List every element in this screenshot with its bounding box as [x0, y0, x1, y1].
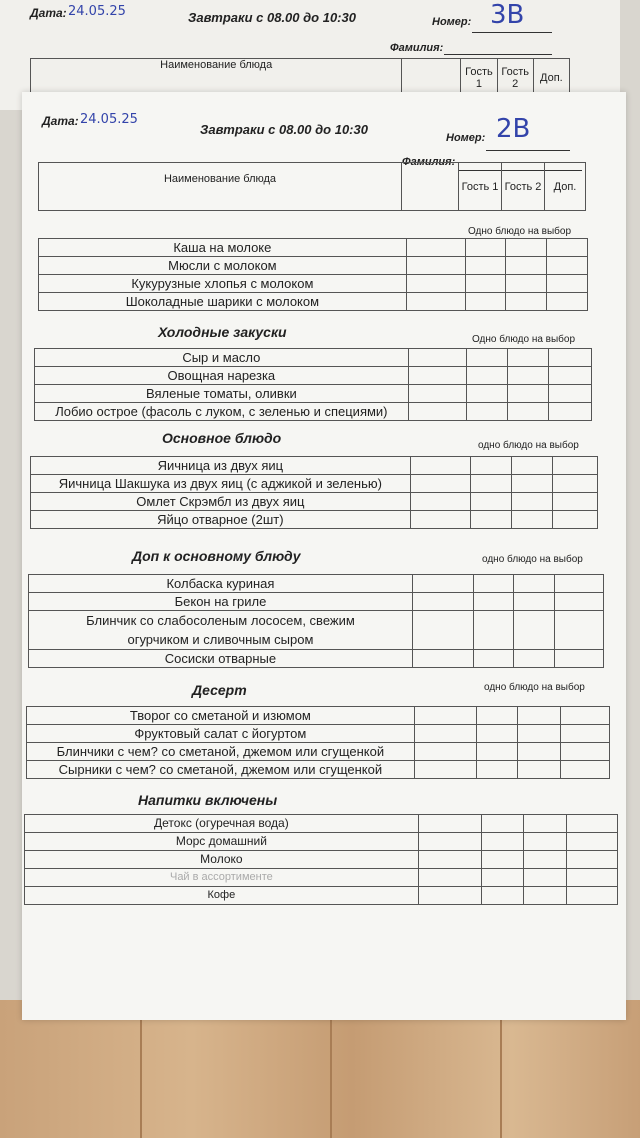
drink-name: Молоко [25, 851, 419, 869]
check-cell[interactable] [408, 349, 467, 367]
check-cell[interactable] [414, 743, 477, 761]
col-name: Наименование блюда [39, 163, 402, 211]
check-cell[interactable] [418, 815, 481, 833]
table-row [29, 650, 604, 668]
check-cell[interactable] [465, 257, 506, 275]
check-cell[interactable] [549, 349, 592, 367]
drink-name: Чай в ассортименте [25, 869, 419, 887]
check-cell[interactable] [561, 743, 610, 761]
check-cell[interactable] [549, 385, 592, 403]
cold-note: Одно блюдо на выбор [472, 334, 576, 345]
check-cell[interactable] [514, 611, 555, 650]
check-cell[interactable] [567, 815, 618, 833]
cold-table [34, 348, 592, 421]
extra-table [28, 574, 604, 668]
check-cell[interactable] [561, 725, 610, 743]
dish-name: Блинчики с чем? со сметаной, джемом или сгущенкой [27, 743, 415, 761]
dish-name: Сырники с чем? со сметаной, джемом или сгущенкой [27, 761, 415, 779]
check-cell[interactable] [514, 593, 555, 611]
dessert-title: Десерт [192, 682, 247, 698]
check-cell[interactable] [477, 725, 518, 743]
dish-name: Творог со сметаной и изюмом [27, 707, 415, 725]
check-cell[interactable] [567, 887, 618, 905]
check-cell[interactable] [561, 707, 610, 725]
date-value: 24.05.25 [80, 112, 138, 127]
main-table [30, 456, 598, 529]
check-cell[interactable] [481, 869, 524, 887]
check-cell[interactable] [508, 367, 549, 385]
back-col-guest1: Гость 1 [461, 59, 497, 97]
table-row [35, 403, 592, 421]
table-row [39, 293, 588, 311]
check-cell[interactable] [549, 403, 592, 421]
check-cell[interactable] [481, 833, 524, 851]
table-row [29, 593, 604, 611]
date-label: Дата: [42, 114, 79, 128]
check-cell[interactable] [408, 403, 467, 421]
col-guest1: Гость 1 [459, 163, 502, 211]
check-cell[interactable] [514, 575, 555, 593]
back-col-extra: Доп. [533, 59, 569, 97]
check-cell[interactable] [410, 511, 471, 529]
col-extra: Доп. [545, 163, 586, 211]
check-cell[interactable] [408, 385, 467, 403]
table-row [25, 887, 618, 905]
back-title: Завтраки с 08.00 до 10:30 [188, 10, 356, 25]
check-cell[interactable] [506, 257, 547, 275]
check-cell[interactable] [418, 851, 481, 869]
table-row [35, 367, 592, 385]
table-row [29, 575, 604, 593]
table-row [25, 833, 618, 851]
dish-name: Шоколадные шарики с молоком [39, 293, 407, 311]
dish-name: Яйцо отварное (2шт) [31, 511, 411, 529]
check-cell[interactable] [508, 349, 549, 367]
check-cell[interactable] [508, 385, 549, 403]
dish-name: Бекон на гриле [29, 593, 413, 611]
surname-label: Фамилия: [402, 156, 456, 168]
dish-name: Кукурузные хлопья с молоком [39, 275, 407, 293]
check-cell[interactable] [518, 761, 561, 779]
check-cell[interactable] [524, 833, 567, 851]
check-cell[interactable] [412, 575, 473, 593]
cold-title: Холодные закуски [158, 324, 287, 340]
extra-title: Доп к основному блюду [132, 548, 301, 564]
check-cell[interactable] [477, 761, 518, 779]
check-cell[interactable] [553, 457, 598, 475]
dish-name: Мюсли с молоком [39, 257, 407, 275]
check-cell[interactable] [408, 367, 467, 385]
number-value: 2B [496, 114, 531, 144]
check-cell[interactable] [467, 385, 508, 403]
check-cell[interactable] [410, 457, 471, 475]
check-cell[interactable] [549, 367, 592, 385]
dessert-table [26, 706, 610, 779]
dish-name: Лобио острое (фасоль с луком, с зеленью и специями) [35, 403, 409, 421]
dish-name: Каша на молоке [39, 239, 407, 257]
check-cell[interactable] [506, 293, 547, 311]
check-cell[interactable] [414, 761, 477, 779]
check-cell[interactable] [471, 511, 512, 529]
porridge-table [38, 238, 588, 311]
check-cell[interactable] [471, 475, 512, 493]
check-cell[interactable] [467, 367, 508, 385]
check-cell[interactable] [473, 575, 514, 593]
dish-name: Фруктовый салат с йогуртом [27, 725, 415, 743]
table-row [31, 475, 598, 493]
check-cell[interactable] [518, 743, 561, 761]
dessert-note: одно блюдо на выбор [484, 682, 585, 693]
check-cell[interactable] [553, 493, 598, 511]
check-cell[interactable] [506, 275, 547, 293]
check-cell[interactable] [567, 833, 618, 851]
check-cell[interactable] [547, 293, 588, 311]
table-row [27, 743, 610, 761]
check-cell[interactable] [547, 275, 588, 293]
check-cell[interactable] [481, 815, 524, 833]
table-row [31, 457, 598, 475]
check-cell[interactable] [418, 833, 481, 851]
check-cell[interactable] [481, 851, 524, 869]
table-row [27, 761, 610, 779]
dish-name: Яичница Шакшука из двух яиц (с аджикой и зеленью) [31, 475, 411, 493]
dish-name: Омлет Скрэмбл из двух яиц [31, 493, 411, 511]
table-row [39, 257, 588, 275]
drink-name: Кофе [25, 887, 419, 905]
check-cell[interactable] [406, 275, 465, 293]
table-row [35, 385, 592, 403]
form-title: Завтраки с 08.00 до 10:30 [200, 122, 368, 137]
drinks-table [24, 814, 618, 905]
check-cell[interactable] [418, 887, 481, 905]
check-cell[interactable] [477, 707, 518, 725]
check-cell[interactable] [567, 869, 618, 887]
menu-sheet [22, 92, 626, 1020]
check-cell[interactable] [547, 257, 588, 275]
check-cell[interactable] [471, 493, 512, 511]
number-label: Номер: [446, 132, 486, 144]
check-cell[interactable] [553, 475, 598, 493]
check-cell[interactable] [512, 493, 553, 511]
check-cell[interactable] [473, 650, 514, 668]
table-row [31, 493, 598, 511]
check-cell[interactable] [412, 650, 473, 668]
check-cell[interactable] [518, 707, 561, 725]
dish-name: Блинчик со слабосоленым лососем, свежим огурчиком и сливочным сыром [29, 611, 413, 650]
back-date-label: Дата: [30, 6, 67, 20]
dish-name: Яичница из двух яиц [31, 457, 411, 475]
check-cell[interactable] [414, 725, 477, 743]
check-cell[interactable] [555, 650, 604, 668]
check-cell[interactable] [567, 851, 618, 869]
table-row [25, 851, 618, 869]
table-row [39, 239, 588, 257]
dish-name: Овощная нарезка [35, 367, 409, 385]
main-title: Основное блюдо [162, 430, 282, 446]
check-cell[interactable] [471, 457, 512, 475]
check-cell[interactable] [524, 851, 567, 869]
check-cell[interactable] [512, 475, 553, 493]
back-number-label: Номер: [432, 16, 472, 28]
check-cell[interactable] [506, 239, 547, 257]
check-cell[interactable] [553, 511, 598, 529]
check-cell[interactable] [465, 239, 506, 257]
check-cell[interactable] [518, 725, 561, 743]
main-note: одно блюдо на выбор [478, 440, 579, 451]
check-cell[interactable] [514, 650, 555, 668]
check-cell[interactable] [524, 887, 567, 905]
check-cell[interactable] [473, 611, 514, 650]
dish-name: Сыр и масло [35, 349, 409, 367]
table-row [25, 869, 618, 887]
header-table [38, 162, 586, 211]
table-row [29, 611, 604, 650]
check-cell[interactable] [410, 475, 471, 493]
dish-name: Вяленые томаты, оливки [35, 385, 409, 403]
dish-name: Колбаска куриная [29, 575, 413, 593]
check-cell[interactable] [481, 887, 524, 905]
check-cell[interactable] [473, 593, 514, 611]
table-row [27, 725, 610, 743]
table-row [27, 707, 610, 725]
back-date-value: 24.05.25 [68, 4, 126, 19]
check-cell[interactable] [547, 239, 588, 257]
wooden-floor [0, 1000, 640, 1138]
check-cell[interactable] [477, 743, 518, 761]
check-cell[interactable] [561, 761, 610, 779]
check-cell[interactable] [524, 815, 567, 833]
check-cell[interactable] [467, 403, 508, 421]
drinks-title: Напитки включены [138, 792, 278, 808]
check-cell[interactable] [555, 593, 604, 611]
check-cell[interactable] [465, 275, 506, 293]
check-cell[interactable] [406, 239, 465, 257]
drink-name: Морс домашний [25, 833, 419, 851]
check-cell[interactable] [410, 493, 471, 511]
check-cell[interactable] [412, 611, 473, 650]
check-cell[interactable] [406, 293, 465, 311]
check-cell[interactable] [555, 575, 604, 593]
col-guest2: Гость 2 [502, 163, 545, 211]
check-cell[interactable] [512, 457, 553, 475]
table-row [39, 275, 588, 293]
check-cell[interactable] [412, 593, 473, 611]
check-cell[interactable] [524, 869, 567, 887]
back-surname-label: Фамилия: [390, 42, 444, 54]
check-cell[interactable] [418, 869, 481, 887]
table-row [35, 349, 592, 367]
table-row [25, 815, 618, 833]
check-cell[interactable] [512, 511, 553, 529]
porridge-note: Одно блюдо на выбор [468, 226, 572, 237]
back-number-value: 3B [490, 0, 525, 30]
table-row [31, 511, 598, 529]
check-cell[interactable] [465, 293, 506, 311]
check-cell[interactable] [467, 349, 508, 367]
check-cell[interactable] [508, 403, 549, 421]
back-col-name: Наименование блюда [31, 59, 402, 97]
check-cell[interactable] [555, 611, 604, 650]
check-cell[interactable] [414, 707, 477, 725]
extra-note: одно блюдо на выбор [482, 554, 583, 565]
dish-name: Сосиски отварные [29, 650, 413, 668]
check-cell[interactable] [406, 257, 465, 275]
back-col-guest2: Гость 2 [497, 59, 533, 97]
drink-name: Детокс (огуречная вода) [25, 815, 419, 833]
